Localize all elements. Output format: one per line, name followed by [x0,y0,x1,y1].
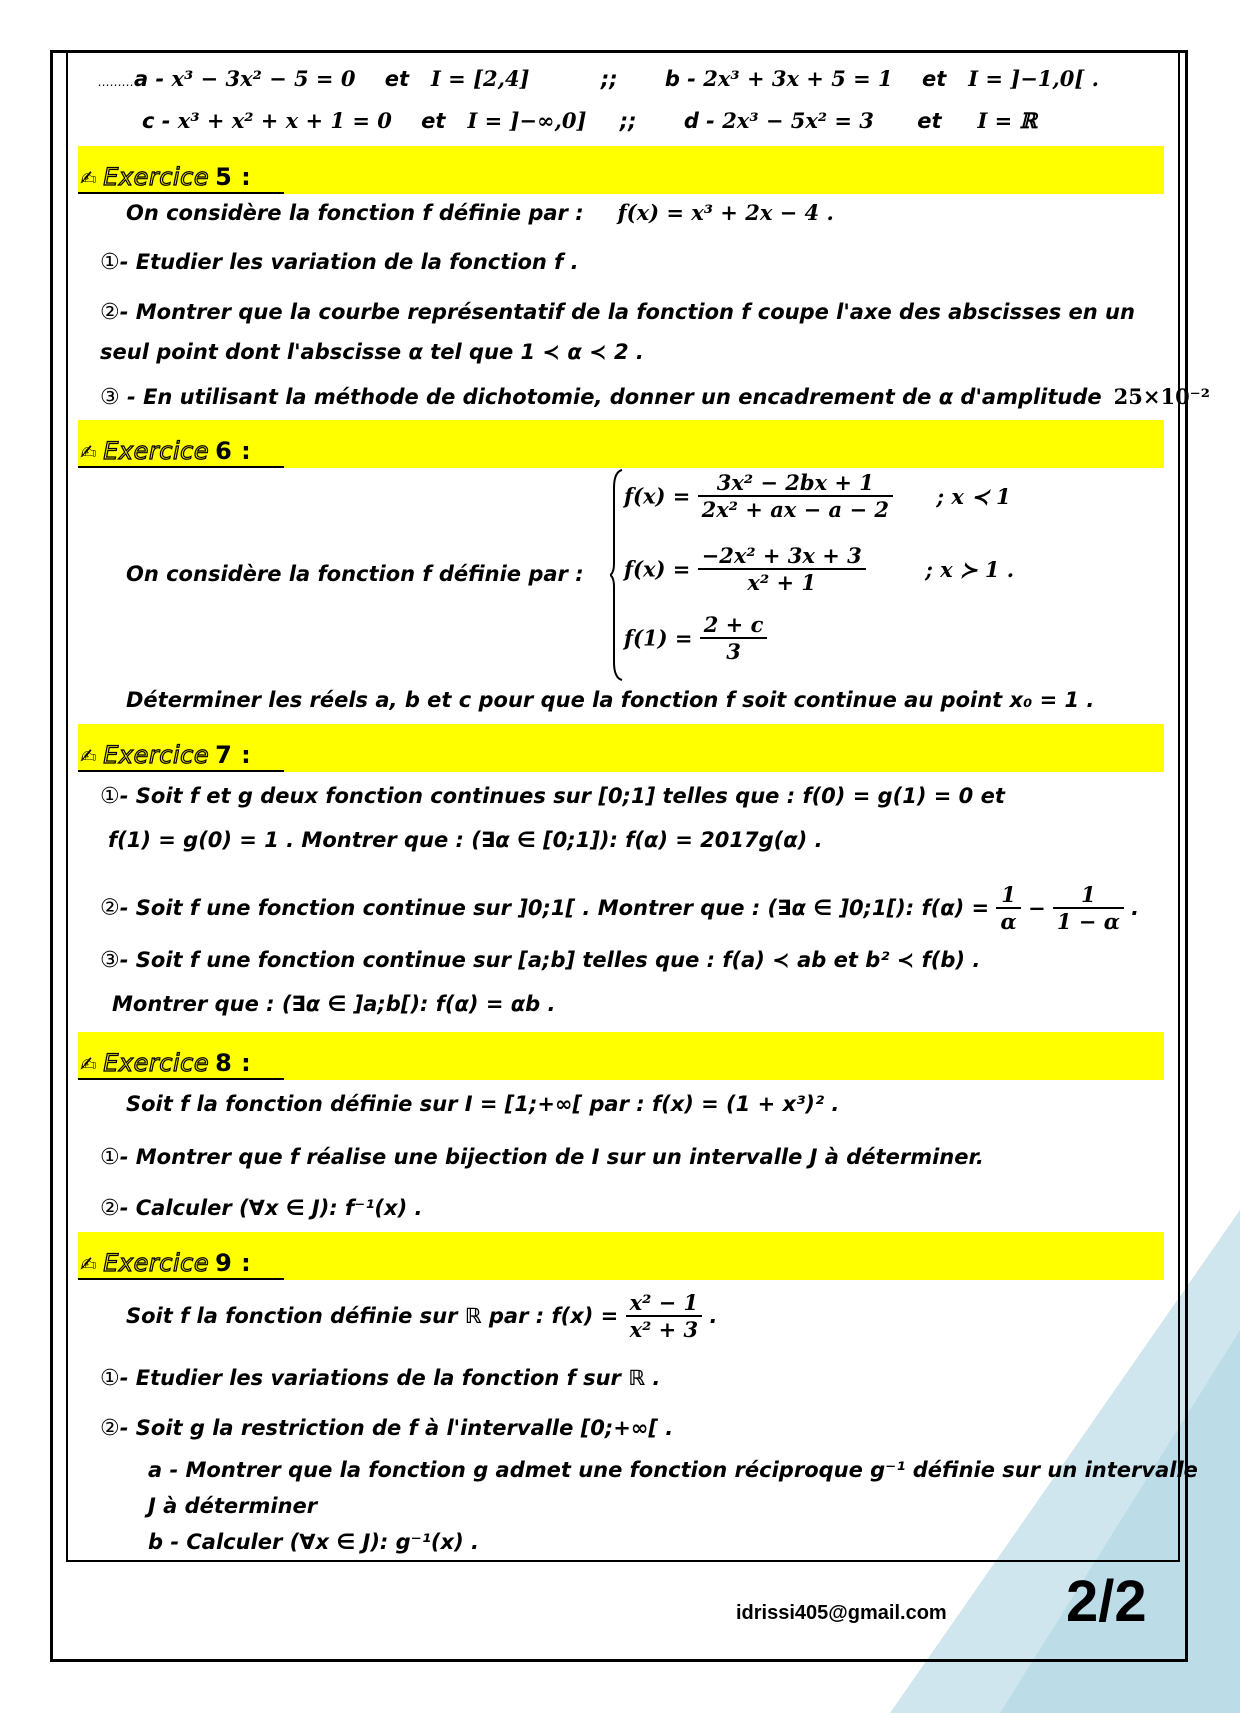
ex9-intro: Soit f la fonction définie sur ℝ par : f(x) = $\frac{\text{x² − 1}}{\text{x² + 3}}$ . [126,1290,718,1342]
ex6-case-2: f(x) = $\frac{\text{−2x² + 3x + 3}}{\text{x² + 1}}$ ; x ≻ 1 . [624,543,1015,595]
ex7-q1: ①- Soit f et g deux fonction continues sur [0;1] telles que : f(0) = g(1) = 0 et [100,784,1005,809]
ex7-q2: ②- Soit f une fonction continue sur ]0;1[ . Montrer que : (∃α ∈ ]0;1[): f(α) = $\frac{1}{\alpha}$ − $\frac{1}{1 - \alpha}$ . [100,882,1140,934]
exercise-8-header: ✍ Exercice 8 : [78,1032,1164,1080]
ex6-case-3: f(1) = $\frac{2 + c}{3}$ [624,612,767,664]
ex7-q3: ③- Soit f une fonction continue sur [a;b] telles que : f(a) ≺ ab et b² ≺ f(b) . [100,948,981,973]
ex7-q3-cont: Montrer que : (∃α ∈ ]a;b[): f(α) = αb . [112,992,556,1016]
exercise-6-header: ✍ Exercice 6 : [78,420,1164,468]
ex5-q3: ③ - En utilisant la méthode de dichotomie, donner un encadrement de α d'amplitude 25×10⁻² [100,384,1210,410]
ex9-qa: a - Montrer que la fonction g admet une fonction réciproque g⁻¹ définie sur un intervalle [148,1458,1198,1482]
pencil-hand-icon: ✍ [80,1052,98,1076]
ex9-q2: ②- Soit g la restriction de f à l'intervalle [0;+∞[ . [100,1416,674,1441]
pencil-hand-icon: ✍ [80,744,98,768]
pencil-hand-icon: ✍ [80,440,98,464]
exercise-7-header: ✍ Exercice 7 : [78,724,1164,772]
top-line-ab: ………a - x³ − 3x² − 5 = 0 et I = [2,4] ;; b - 2x³ + 3x + 5 = 1 et I = ]−1,0[ . [98,66,1099,91]
ex8-q1: ①- Montrer que f réalise une bijection de I sur un intervalle J à déterminer. [100,1145,984,1170]
exercise-9-header: ✍ Exercice 9 : [78,1232,1164,1280]
ex5-q2: ②- Montrer que la courbe représentatif de la fonction f coupe l'axe des abscisses en un [100,300,1135,325]
ex9-qb: b - Calculer (∀x ∈ J): g⁻¹(x) . [148,1530,479,1554]
ex5-intro: On considère la fonction f définie par : f(x) = x³ + 2x − 4 . [126,200,834,225]
top-line-cd: c - x³ + x² + x + 1 = 0 et I = ]−∞,0] ;; d - 2x³ − 5x² = 3 et I = ℝ [142,108,1037,133]
ex8-intro: Soit f la fonction définie sur I = [1;+∞[ par : f(x) = (1 + x³)² . [126,1092,840,1116]
ex7-q1-cont: f(1) = g(0) = 1 . Montrer que : (∃α ∈ [0;1]): f(α) = 2017g(α) . [108,828,823,852]
page-number: 2/2 [1066,1569,1147,1634]
ex6-case-1: f(x) = $\frac{\text{3x² − 2bx + 1}}{\text{2x² + ax − a − 2}}$ ; x ≺ 1 [624,470,1011,522]
exercise-5-header: ✍ Exercice 5 : [78,146,1164,194]
author-email: idrissi405@gmail.com [736,1602,947,1624]
ex8-q2: ②- Calculer (∀x ∈ J): f⁻¹(x) . [100,1196,423,1221]
ex9-q1: ①- Etudier les variations de la fonction f sur ℝ . [100,1366,661,1391]
pencil-hand-icon: ✍ [80,1252,98,1276]
ex6-intro: On considère la fonction f définie par : [126,562,584,586]
ex5-q1: ①- Etudier les variation de la fonction f . [100,250,579,275]
ex6-question: Déterminer les réels a, b et c pour que la fonction f soit continue au point x₀ = 1 . [126,688,1095,712]
pencil-hand-icon: ✍ [80,166,98,190]
ex5-q2-cont: seul point dont l'abscisse α tel que 1 ≺ α ≺ 2 . [100,340,644,364]
ex9-qa-cont: J à déterminer [148,1494,318,1518]
left-brace [610,468,624,682]
